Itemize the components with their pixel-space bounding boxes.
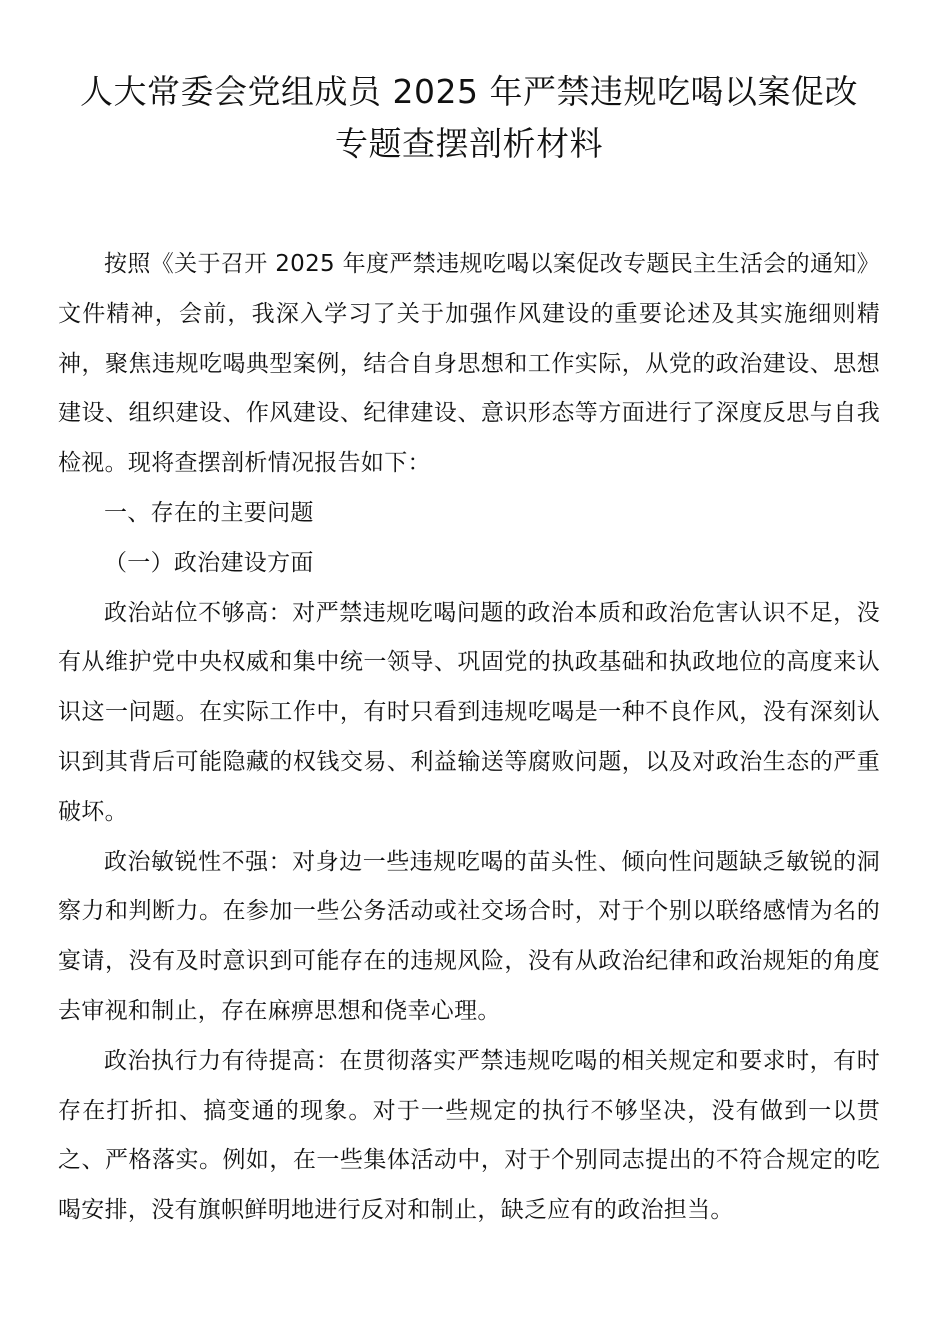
document-title (58, 66, 880, 170)
paragraph-political-sensitivity: 政治敏锐性不强：对身边一些违规吃喝的苗头性、倾向性问题缺乏敏锐的洞察力和判断力。在参加一些公务活动或社交场合时，对于个别以联络感情为名的宴请，没有及时意识到可能存在的违规风险，没有从政治纪律和政治规矩的角度去审视和制止，存在麻痹思想和侥幸心理。 (58, 848, 880, 1024)
paragraph-political-execution: 政治执行力有待提高：在贯彻落实严禁违规吃喝的相关规定和要求时，有时存在打折扣、搞变通的现象。对于一些规定的执行不够坚决，没有做到一以贯之、严格落实。例如，在一些集体活动中，对于个别同志提出的不符合规定的吃喝安排，没有旗帜鲜明地进行反对和制止，缺乏应有的政治担当。 (58, 1047, 880, 1224)
intro-paragraph: 按照《关于召开 2025 年度严禁违规吃喝以案促改专题民主生活会的通知》文件精神，会前，我深入学习了关于加强作风建设的重要论述及其实施细则精神，聚焦违规吃喝典型案例，结合自身思想和工作实际，从党的政治建设、思想建设、组织建设、作风建设、纪律建设、意识形态等方面进行了深度反思与自我检视。现将查摆剖析情况报告如下： (58, 251, 880, 477)
document-body (58, 240, 880, 1236)
title-line-1: 人大常委会党组成员 2025 年严禁违规吃喝以案促改 (80, 72, 858, 111)
title-line-2: 专题查摆剖析材料 (335, 124, 603, 163)
section-heading-1: 一、存在的主要问题 (104, 499, 314, 526)
subsection-heading-1: （一）政治建设方面 (104, 549, 314, 576)
paragraph-political-standing: 政治站位不够高：对严禁违规吃喝问题的政治本质和政治危害认识不足，没有从维护党中央权威和集中统一领导、巩固党的执政基础和执政地位的高度来认识这一问题。在实际工作中，有时只看到违规吃喝是一种不良作风，没有深刻认识到其背后可能隐藏的权钱交易、利益输送等腐败问题，以及对政治生态的严重破坏。 (58, 599, 880, 825)
